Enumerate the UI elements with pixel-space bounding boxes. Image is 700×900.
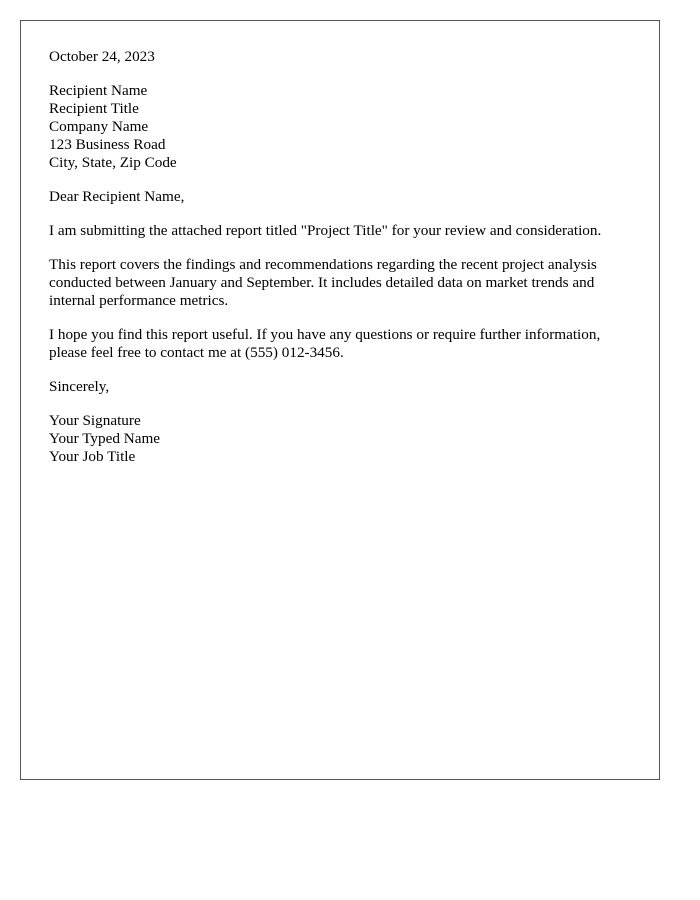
salutation-block: [49, 188, 631, 206]
recipient-company: Company Name: [49, 118, 149, 135]
closing-block: [49, 378, 631, 396]
typed-name: Your Typed Name: [49, 430, 161, 447]
letter-date-block: [49, 48, 631, 66]
recipient-address-block: [49, 82, 631, 172]
recipient-city-state-zip: City, State, Zip Code: [49, 154, 177, 171]
job-title: Your Job Title: [49, 448, 136, 465]
letter-date: October 24, 2023: [49, 48, 155, 65]
recipient-title: Recipient Title: [49, 100, 139, 117]
recipient-street: 123 Business Road: [49, 136, 166, 153]
body-paragraph-intro: I am submitting the attached report titled "Project Title" for your review and consideration.: [49, 222, 602, 239]
recipient-name: Recipient Name: [49, 82, 148, 99]
body-paragraph-contact: I hope you find this report useful. If you have any questions or require further information, please feel free to contact me at (555) 012-3456.: [49, 326, 601, 361]
signature-line: Your Signature: [49, 412, 141, 429]
salutation: Dear Recipient Name,: [49, 188, 185, 205]
signature-block: [49, 412, 631, 466]
body-paragraph-details: This report covers the findings and recommendations regarding the recent project analysis conducted between January and September. It includes detailed data on market trends and internal performance metrics.: [49, 256, 597, 309]
letter-page: [20, 20, 660, 780]
closing: Sincerely,: [49, 378, 110, 395]
